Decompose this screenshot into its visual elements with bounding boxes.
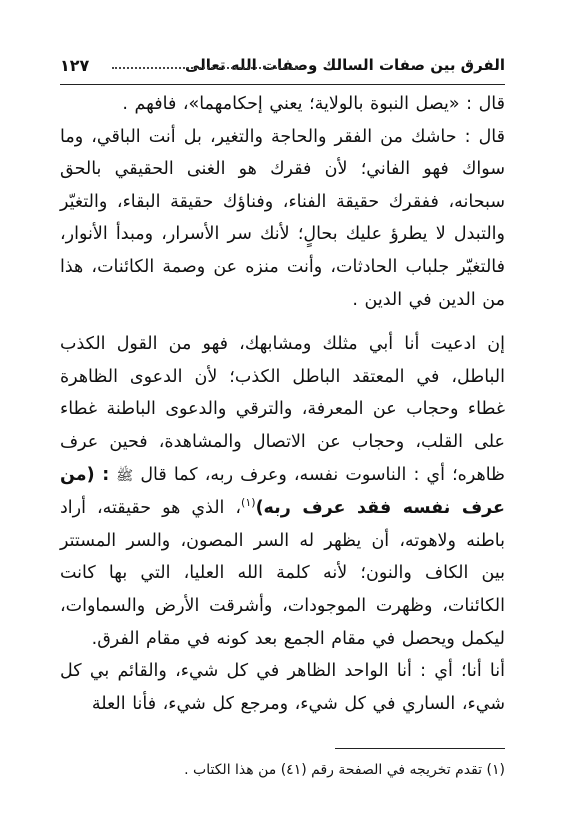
paragraph-gap [60,316,505,328]
footnote-reference: (١) [241,496,256,510]
footnote-separator [335,748,505,749]
header-title: الفرق بين صفات السالك وصفات الله تعالى [184,56,505,74]
footnote: (١) تقدم تخريجه في الصفحة رقم (٤١) من هذا الكتاب . [184,762,505,778]
honorific-glyph: ﷺ [116,467,134,484]
header-leader-dots [112,67,300,69]
paragraph-1: قال : «يصل النبوة بالولاية؛ يعني إحكامهما»، فافهم . [122,94,505,114]
hadith-quote: : (من عرف نفسه فقد عرف ربه) [60,464,505,519]
paragraph-2: قال : حاشك من الفقر والحاجة والتغير، بل أنت الباقي، وما سواك فهو الفاني؛ لأن فقرك هو الغنى الحقيقي بالحق سبحانه، ففقرك حقيقة الفناء، وفناؤك حقيقة البقاء، والتغيّر والتبدل لا يطرؤ عليك بحالٍ؛ لأنك سر الأسرار، ومبدأ الأنوار، فالتغيّر جلباب الحادثات، وأنت منزه عن وصمة الكائنات، هذا من الدين في الدين . [60,126,505,310]
paragraph-3-part-1: إن ادعيت أنا أبي مثلك ومشابهك، فهو من القول الكذب الباطل، في المعتقد الباطل الكذب؛ لأن الدعوى الظاهرة غطاء وحجاب عن المعرفة، والترقي والدعوى الباطنة غطاء على القلب، وحجاب عن الاتصال والمشاهدة، فحين عرف ظاهره؛ أي : الناسوت نفسه، وعرف ربه، كما قال [60,334,505,485]
paragraph-4: أنا أنا؛ أي : أنا الواحد الظاهر في كل شيء، والقائم بي كل شيء، الساري في كل شيء، ومرجع كل شيء، فأنا العلة [60,661,505,714]
page-number: ١٢٧ [60,56,90,75]
paragraph-3-part-2: ، الذي هو حقيقته، أراد باطنه ولاهوته، أن يظهر له السر المصون، والسر المستتر بين الكاف والنون؛ لأنه كلمة الله العليا، التي بها كانت الكائنات، وظهرت الموجودات، وأشرقت الأرض والسماوات، ليكمل ويحصل في مقام الجمع بعد كونه في مقام الفرق. [60,498,505,649]
main-text [60,88,505,720]
running-header [60,56,505,85]
paragraph-3 [60,328,505,655]
